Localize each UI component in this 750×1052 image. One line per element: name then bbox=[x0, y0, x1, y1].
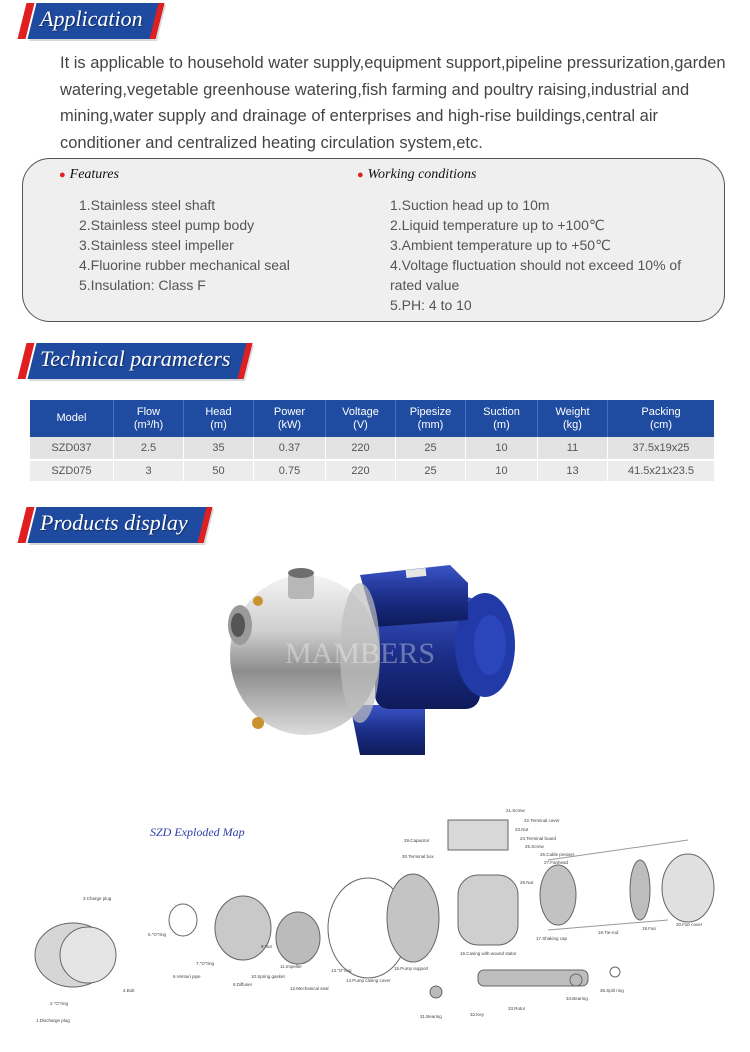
header-pipesize: Pipesize (mm) bbox=[396, 400, 466, 437]
header-weight: Weight (kg) bbox=[538, 400, 608, 437]
part-label: 12.Mechanical seal bbox=[290, 986, 329, 991]
part-label: 22.Terminal cover bbox=[524, 818, 560, 823]
part-label: 2."O"ring bbox=[50, 1001, 68, 1006]
part-label: 11.Impeller bbox=[280, 964, 302, 969]
exploded-diagram bbox=[28, 800, 724, 1030]
working-conditions-column bbox=[357, 167, 690, 315]
part-label: 15.Pump support bbox=[394, 966, 429, 971]
table-cell: 50 bbox=[184, 459, 254, 481]
part-label: 32.Key bbox=[470, 1012, 485, 1017]
part-label: 7."O"ring bbox=[196, 961, 214, 966]
part-label: 4.Bolt bbox=[123, 988, 135, 993]
part-label: 35.Split ring bbox=[600, 988, 624, 993]
table-cell: 3 bbox=[114, 459, 184, 481]
products-title: Products display bbox=[40, 510, 188, 535]
part-label: 33.Rotor bbox=[508, 1006, 526, 1011]
part-label: 29.Capacitor bbox=[404, 838, 430, 843]
part-label: 30.Terminal box bbox=[402, 854, 434, 859]
diffuser-part bbox=[215, 896, 271, 960]
table-cell: 25 bbox=[396, 459, 466, 481]
table-cell: 10 bbox=[466, 459, 538, 481]
part-label: 3.Charge plug bbox=[83, 896, 112, 901]
table-cell: 13 bbox=[538, 459, 608, 481]
condition-item: 1.Suction head up to 10m bbox=[390, 197, 550, 213]
condition-item: 4.Voltage fluctuation should not exceed 10% of rated value bbox=[390, 257, 682, 293]
part-label: 20.Fan cover bbox=[676, 922, 703, 927]
working-title: Working conditions bbox=[367, 167, 477, 182]
table-row bbox=[30, 459, 714, 481]
table-cell: 35 bbox=[184, 437, 254, 459]
part-label: 27.Fanhead bbox=[544, 860, 569, 865]
table-cell: 0.75 bbox=[254, 459, 326, 481]
features-panel bbox=[22, 158, 725, 322]
part-label: 9.Nut bbox=[261, 944, 272, 949]
bullet-dot-icon: ● bbox=[59, 169, 66, 181]
table-cell: 2.5 bbox=[114, 437, 184, 459]
table-header-row bbox=[30, 400, 714, 437]
feature-item: 2.Stainless steel pump body bbox=[79, 217, 255, 233]
table-cell: 41.5x21x23.5 bbox=[608, 459, 714, 481]
feature-item: 1.Stainless steel shaft bbox=[79, 197, 216, 213]
part-label: 13."O"ring bbox=[331, 968, 352, 973]
part-label: 28.Nut bbox=[520, 880, 534, 885]
part-label: 23.Nut bbox=[515, 827, 529, 832]
shaking-cap-part bbox=[540, 865, 576, 925]
technical-banner bbox=[22, 343, 252, 379]
bullet-dot-icon: ● bbox=[357, 169, 364, 181]
feature-item: 3.Stainless steel impeller bbox=[79, 237, 234, 253]
header-packing: Packing (cm) bbox=[608, 400, 714, 437]
application-text: It is applicable to household water supply,equipment support,pipeline pressurization,garden watering,vegetable greenhouse watering,fish farming and poultry raising,industrial and mining,water supply and drainage of enterprises and high-rise buildings,central air conditioner and centralized heating circulation system,etc. bbox=[60, 54, 726, 152]
part-label: 34.Bearing bbox=[566, 996, 588, 1001]
part-label: 10.Spring gasket bbox=[251, 974, 285, 979]
watermark-text: MAMBERS bbox=[284, 637, 436, 670]
application-title: Application bbox=[40, 6, 143, 31]
exploded-map-title: SZD Exploded Map bbox=[150, 825, 245, 839]
header-flow: Flow (m³/h) bbox=[114, 400, 184, 437]
fan-part bbox=[630, 860, 650, 920]
table-cell: 11 bbox=[538, 437, 608, 459]
part-label: 21.Screw bbox=[506, 808, 525, 813]
venturi-part bbox=[169, 904, 197, 936]
stator-part bbox=[458, 875, 518, 945]
header-power: Power (kW) bbox=[254, 400, 326, 437]
part-label: 14.Pump casing cover bbox=[346, 978, 391, 983]
part-label: 24.Terminal board bbox=[520, 836, 557, 841]
table-cell: 25 bbox=[396, 437, 466, 459]
table-cell: 37.5x19x25 bbox=[608, 437, 714, 459]
part-label: 25.Screw bbox=[525, 844, 544, 849]
part-label: 17.Shaking cap bbox=[536, 936, 568, 941]
part-label: 19.Fan bbox=[642, 926, 657, 931]
part-label: 16.Casing with wound stator bbox=[460, 951, 517, 956]
impeller-part bbox=[276, 912, 320, 964]
header-model: Model bbox=[30, 400, 114, 437]
header-suction: Suction (m) bbox=[466, 400, 538, 437]
table-cell: SZD037 bbox=[30, 437, 114, 459]
part-label: 1.Discharge plug bbox=[36, 1018, 70, 1023]
technical-table bbox=[30, 400, 714, 481]
condition-item: 3.Ambient temperature up to +50℃ bbox=[390, 237, 611, 253]
part-label: 8.Diffuser bbox=[233, 982, 253, 987]
fan-cover-part bbox=[662, 854, 714, 922]
feature-item: 4.Fluorine rubber mechanical seal bbox=[79, 257, 290, 273]
feature-item: 5.Insulation: Class F bbox=[79, 277, 206, 293]
table-cell: SZD075 bbox=[30, 459, 114, 481]
condition-item: 5.PH: 4 to 10 bbox=[390, 297, 472, 313]
terminal-cover-part bbox=[448, 820, 508, 850]
pump-support-part bbox=[387, 874, 439, 962]
header-head: Head (m) bbox=[184, 400, 254, 437]
table-row bbox=[30, 437, 714, 459]
products-banner bbox=[22, 507, 252, 543]
part-label: 26.Cable presser bbox=[540, 852, 575, 857]
features-title: Features bbox=[69, 167, 119, 182]
features-column bbox=[59, 167, 290, 295]
table-cell: 0.37 bbox=[254, 437, 326, 459]
part-label: 6.Venturi pipe bbox=[173, 974, 201, 979]
header-voltage: Voltage (V) bbox=[326, 400, 396, 437]
table-cell: 10 bbox=[466, 437, 538, 459]
part-label: 5."O"ring bbox=[148, 932, 166, 937]
table-cell: 220 bbox=[326, 437, 396, 459]
table-cell: 220 bbox=[326, 459, 396, 481]
pump-photo bbox=[210, 545, 530, 760]
condition-item: 2.Liquid temperature up to +100℃ bbox=[390, 217, 605, 233]
part-label: 18.Tie-rod bbox=[598, 930, 619, 935]
technical-title: Technical parameters bbox=[40, 346, 231, 371]
application-banner bbox=[22, 3, 252, 39]
part-label: 31.Bearing bbox=[420, 1014, 442, 1019]
